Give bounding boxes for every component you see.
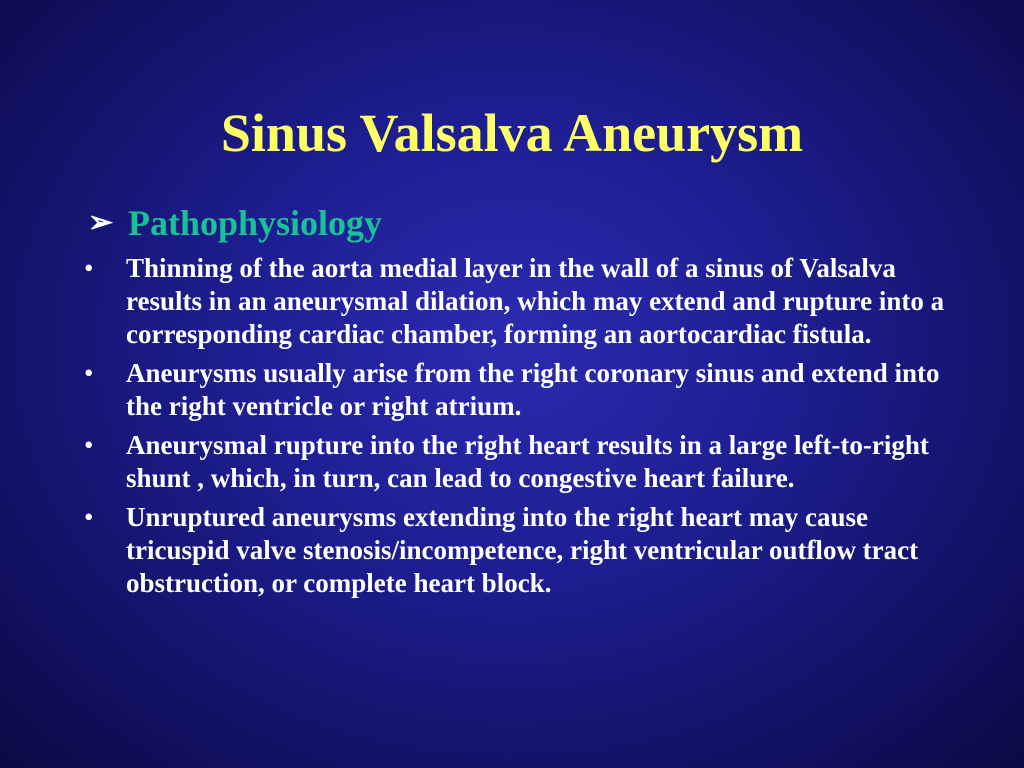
bullet-item — [84, 252, 964, 351]
bullet-item — [84, 429, 964, 495]
bullet-item — [84, 501, 964, 600]
bullet-item — [84, 357, 964, 423]
bullet-list — [84, 252, 964, 606]
bullet-text: Unruptured aneurysms extending into the right heart may cause tricuspid valve stenosis/incompetence, right ventricular outflow tract obstruction, or complete heart block. — [126, 502, 919, 598]
bullet-dot-icon: • — [84, 502, 94, 532]
bullet-dot-icon: • — [84, 358, 94, 388]
bullet-dot-icon: • — [84, 253, 94, 283]
bullet-text: Aneurysmal rupture into the right heart results in a large left-to-right shunt , which, in turn, can lead to congestive heart failure. — [126, 430, 929, 493]
slide-title: Sinus Valsalva Aneurysm — [220, 103, 804, 163]
section-heading-label: Pathophysiology — [128, 203, 383, 243]
bullet-dot-icon: • — [84, 430, 94, 460]
section-heading — [88, 200, 382, 246]
bullet-text: Aneurysms usually arise from the right coronary sinus and extend into the right ventricle or right atrium. — [126, 358, 940, 421]
bullet-text: Thinning of the aorta medial layer in the wall of a sinus of Valsalva results in an aneurysmal dilation, which may extend and rupture into a corresponding cardiac chamber, forming an aortocardiac fistula. — [126, 253, 945, 349]
arrow-bullet-icon: ➢ — [88, 206, 114, 239]
